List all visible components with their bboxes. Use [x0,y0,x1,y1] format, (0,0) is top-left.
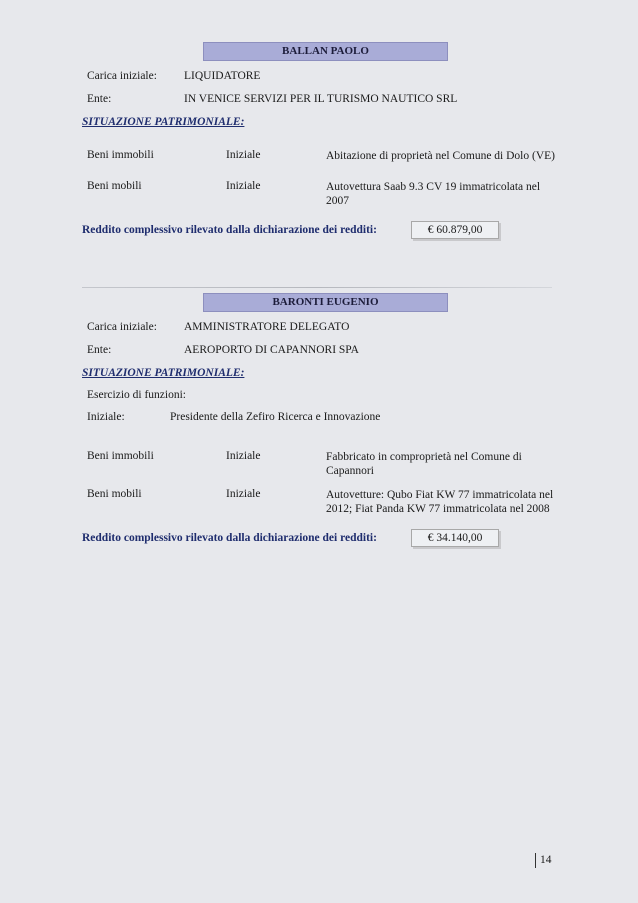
ente-label: Ente: [87,93,112,105]
bene-status: Iniziale [226,180,261,192]
carica-value: AMMINISTRATORE DELEGATO [184,321,350,333]
carica-label: Carica iniziale: [87,70,157,82]
bene-description: Abitazione di proprietà nel Comune di Dolo (VE) [326,150,555,162]
reddito-value-box: € 34.140,00 [411,529,499,547]
bene-description: Autovettura Saab 9.3 CV 19 immatricolata nel 2007 [326,181,541,207]
carica-value: LIQUIDATORE [184,70,261,82]
ente-value: AEROPORTO DI CAPANNORI SPA [184,344,359,356]
bene-status: Iniziale [226,450,261,462]
reddito-value-box: € 60.879,00 [411,221,499,239]
reddito-label: Reddito complessivo rilevato dalla dichiarazione dei redditi: [82,224,377,236]
bene-description: Fabbricato in comproprietà nel Comune di Capannori [326,451,522,477]
bene-type: Beni immobili [87,450,154,462]
iniziale-label: Iniziale: [87,411,125,423]
esercizio-label: Esercizio di funzioni: [87,389,186,401]
iniziale-value: Presidente della Zefiro Ricerca e Innovazione [170,411,381,423]
ente-value: IN VENICE SERVIZI PER IL TURISMO NAUTICO SRL [184,93,458,105]
reddito-label: Reddito complessivo rilevato dalla dichiarazione dei redditi: [82,532,377,544]
ente-label: Ente: [87,344,112,356]
situazione-heading: SITUAZIONE PATRIMONIALE: [82,116,245,128]
bene-type: Beni mobili [87,180,142,192]
bene-type: Beni mobili [87,488,142,500]
bene-status: Iniziale [226,488,261,500]
section-divider [82,287,552,288]
bene-status: Iniziale [226,149,261,161]
person-name-header: BARONTI EUGENIO [203,293,448,312]
situazione-heading: SITUAZIONE PATRIMONIALE: [82,367,245,379]
bene-description: Autovetture: Qubo Fiat KW 77 immatricolata nel 2012; Fiat Panda KW 77 immatricolata nel 2008 [326,489,554,515]
person-name-header: BALLAN PAOLO [203,42,448,61]
carica-label: Carica iniziale: [87,321,157,333]
page-number: 14 [540,854,552,866]
page-number-divider [535,853,536,868]
bene-type: Beni immobili [87,149,154,161]
